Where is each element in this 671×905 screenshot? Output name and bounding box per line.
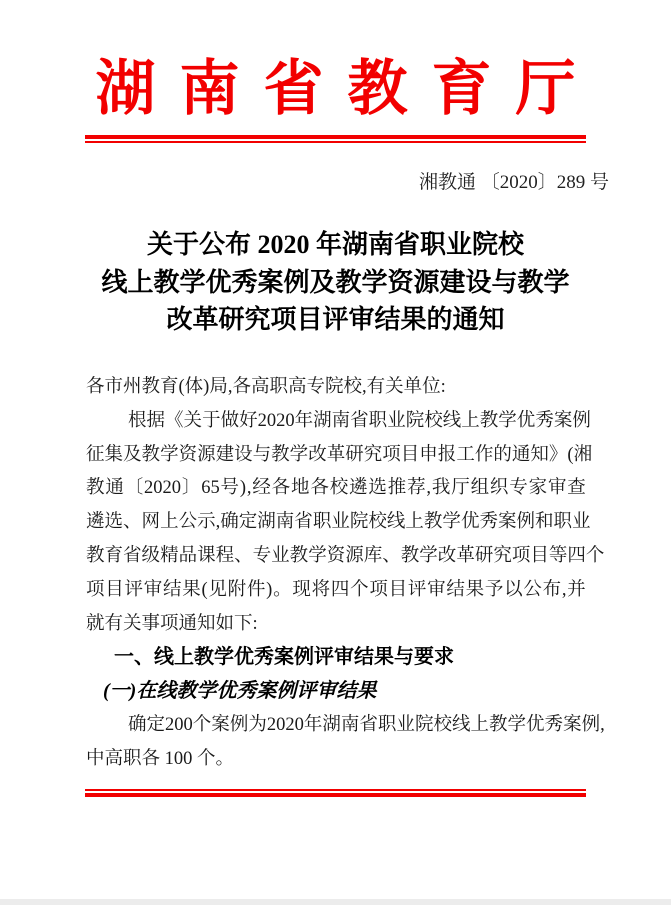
paragraph1-line-4: 遴 选 、 网 上 公 示 , 确 定 湖 南 省 职 业 院 校 线 上 教 学 优 秀 案 例 和 职 业 — [86, 512, 591, 533]
section-subheading: (一)在线教学优秀案例评审结果 — [103, 680, 377, 703]
document-number: 湘教通 〔2020〕289 号 — [418, 172, 609, 193]
paragraph1-line-1: 根 据 《 关 于 做 好 2020 年 湖 南 省 职 业 院 校 线 上 教 学 优 秀 案 例 — [128, 410, 591, 431]
paragraph1-line-2: 征 集 及 教 学 资 源 建 设 与 教 学 改 革 研 究 项 目 申 报 工 作 的 通 知 》 ( 湘 — [86, 444, 593, 465]
header-divider-thin-line — [85, 141, 586, 143]
agency-name-text: 湖南省教育厅 — [95, 56, 600, 122]
agency-name — [0, 54, 671, 124]
header-divider — [85, 135, 586, 143]
salutation-line: 各市州教育(体)局,各高职高专院校,有关单位: — [86, 377, 446, 397]
paragraph2-line-2: 中高职各 100 个。 — [86, 748, 235, 769]
paragraph1-line-6: 项 目 评 审 结 果 ( 见 附 件 ) 。 现 将 四 个 项 目 评 审 结 果 予 以 公 布 , 并 — [86, 579, 586, 600]
footer-divider-thick-line — [85, 793, 586, 797]
document-title — [0, 226, 671, 339]
title-line-3: 改革研究项目评审结果的通知 — [166, 305, 505, 334]
paragraph1-line-3: 教 通 〔 2020 〕 65 号 ) , 经 各 地 各 校 遴 选 推 荐 , 我 厅 组 织 专 家 审 查 — [86, 478, 586, 499]
title-line-2: 线上教学优秀案例及教学资源建设与教学 — [101, 267, 570, 297]
section-heading: 一、线上教学优秀案例评审结果与要求 — [114, 646, 454, 669]
page-bottom-edge — [0, 899, 671, 905]
paragraph2-line-1: 确 定 200 个 案 例 为 2020 年 湖 南 省 职 业 院 校 线 上 教 学 优 秀 案 例 , — [128, 714, 605, 735]
title-line-1: 关于公布 2020 年湖南省职业院校 — [146, 230, 524, 259]
footer-divider — [85, 789, 586, 797]
document-body — [86, 371, 605, 777]
paragraph1-line-5: 教 育 省 级 精 品 课 程 、 专 业 教 学 资 源 库 、 教 学 改 革 研 究 项 目 等 四 个 — [86, 545, 605, 566]
paragraph1-line-7: 就有关事项通知如下: — [86, 613, 258, 634]
